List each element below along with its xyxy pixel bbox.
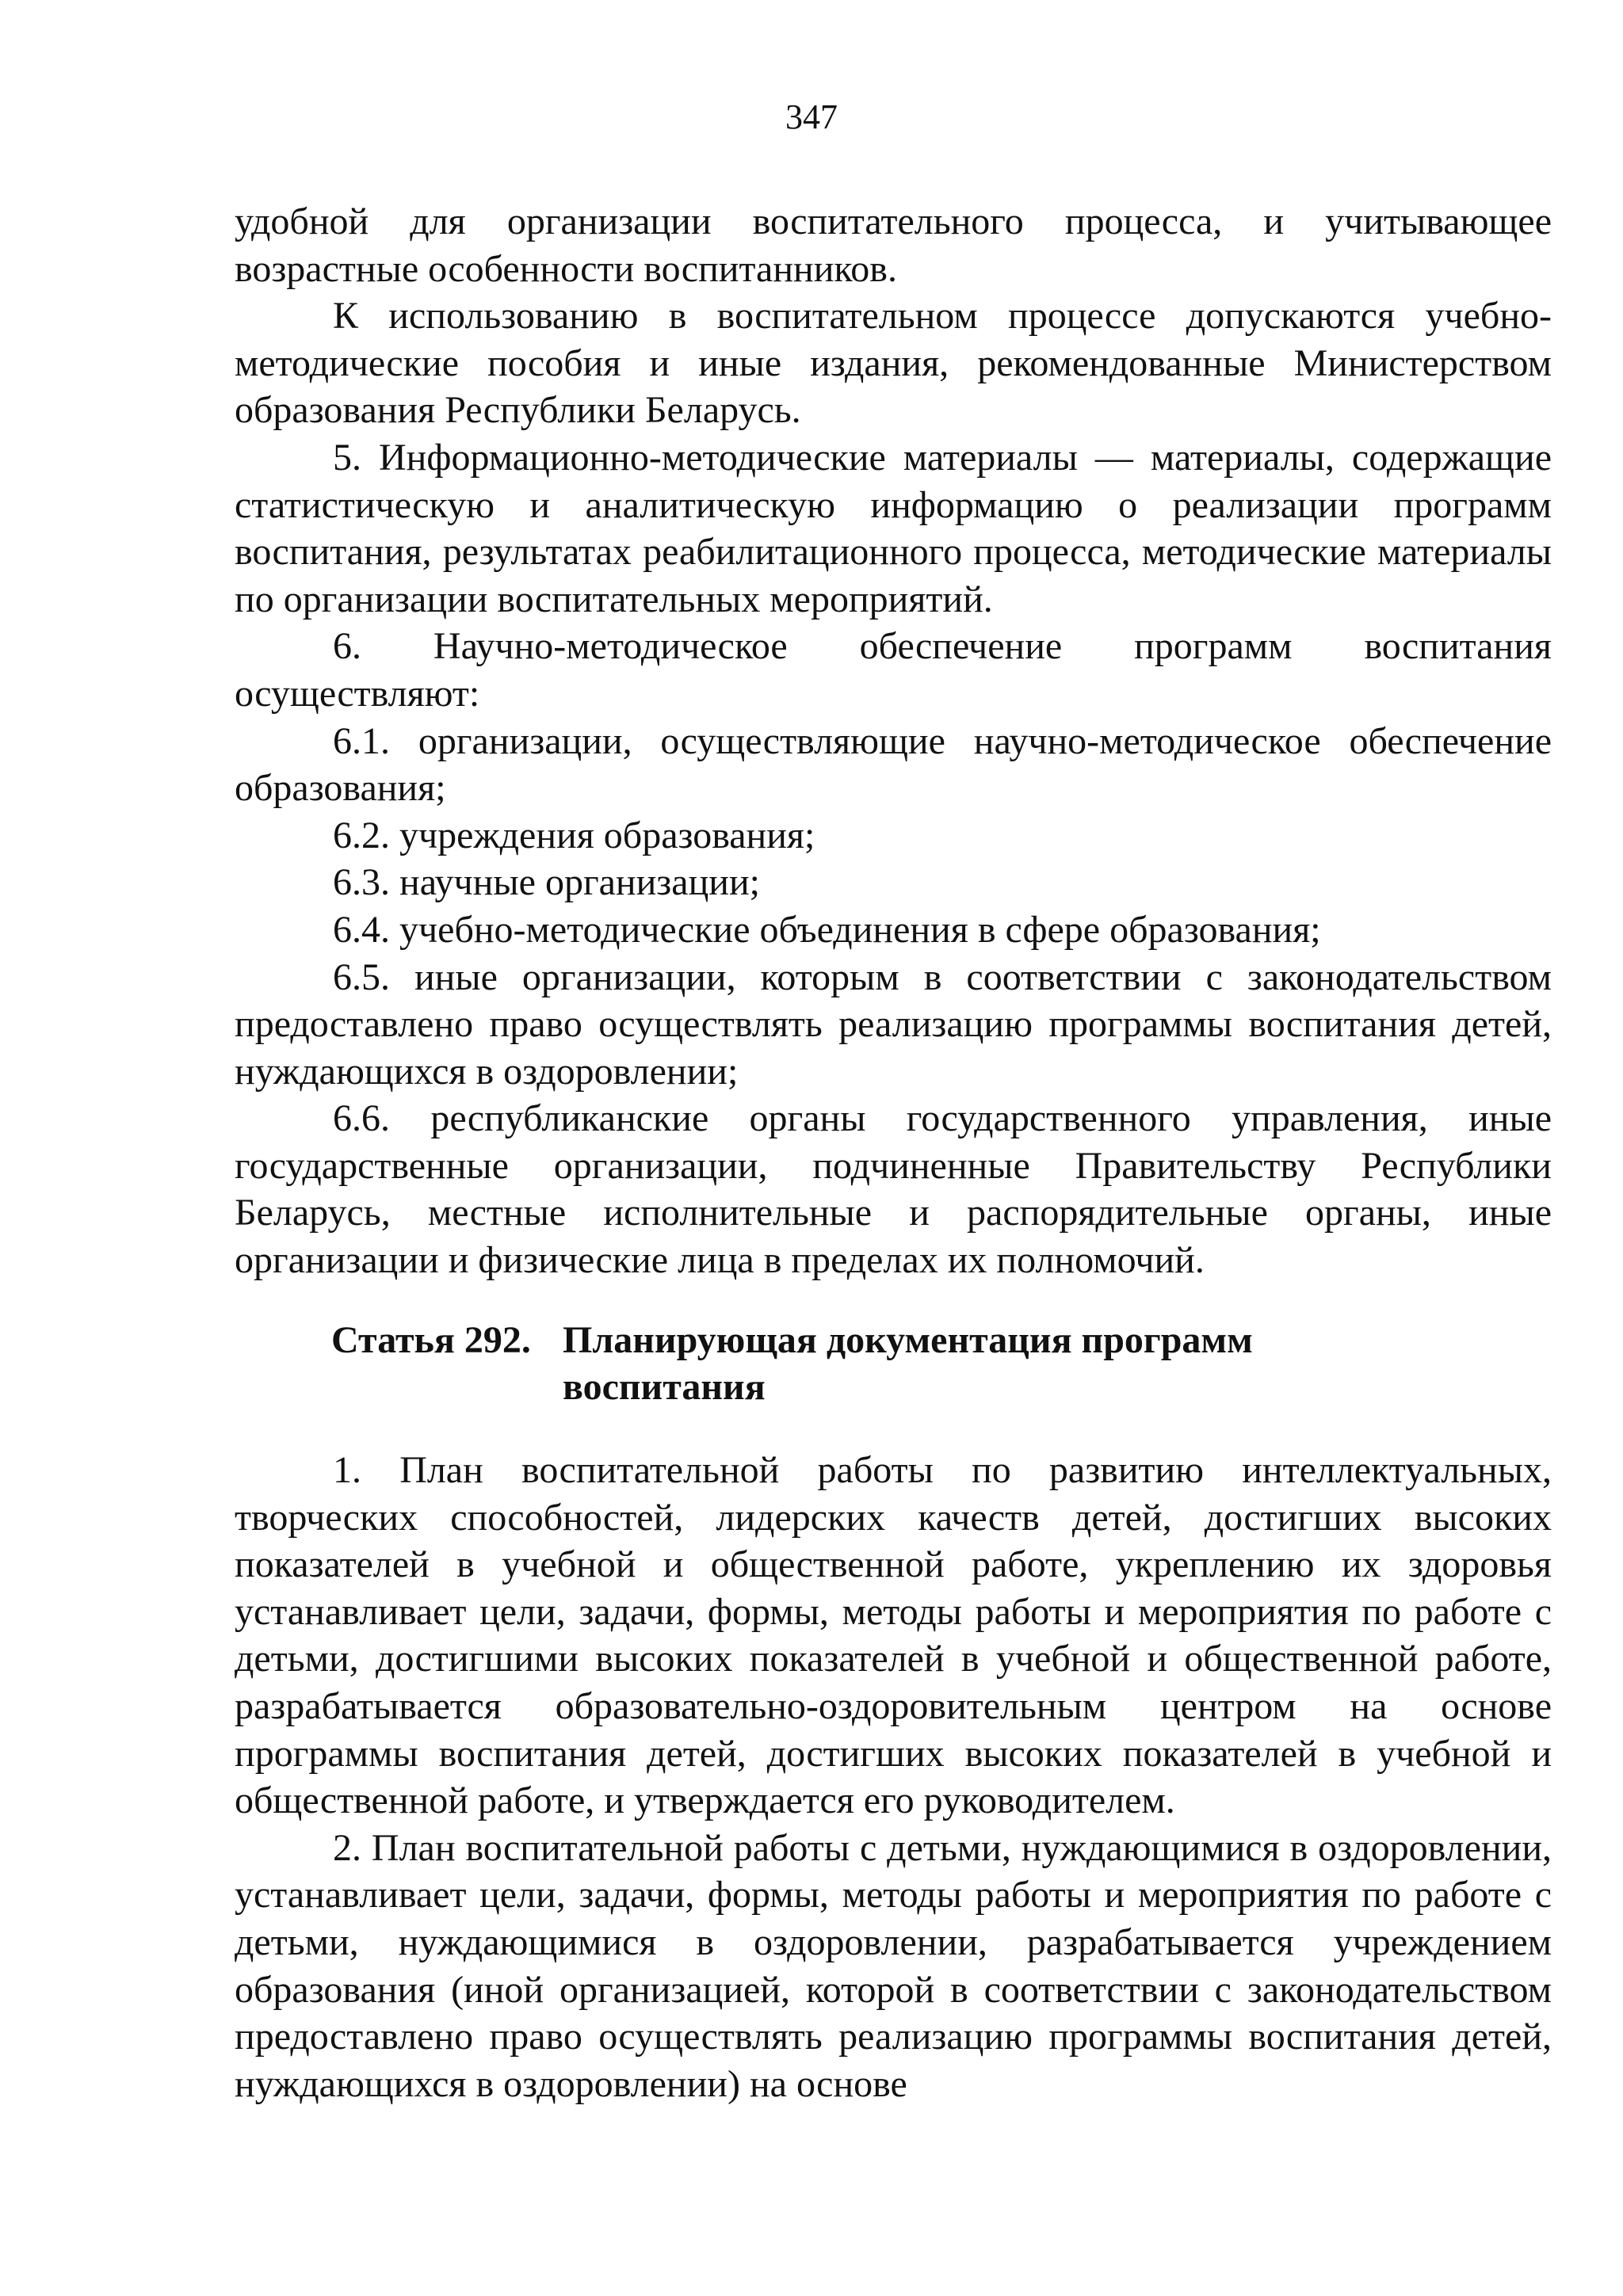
paragraph-item-6-4: 6.4. учебно-методические объединения в сфере образования; [333,908,1321,951]
paragraph-item-6-6: 6.6. республиканские органы государственного управления, иные государственные организации, подчиненные Правительству Республики Беларусь, местные исполнительные и распорядительные органы, иные организации и физические лица в пределах их полномочий. [235,1097,1552,1282]
paragraph-continuation: удобной для организации воспитательного процесса, и учитывающее возрастные особенности воспитанников. [235,200,1552,290]
paragraph-item-1: 1. План воспитательной работы по развитию интеллектуальных, творческих способностей, лидерских качеств детей, достигших высоких показателей в учебной и общественной работе, укреплению их здоровья устанавливает цели, задачи, формы, методы работы и мероприятия по работе с детьми, достигшими высоких показателей в учебной и общественной работе, разрабатывается образовательно-оздоровительным центром на основе программы воспитания детей, достигших высоких показателей в учебной и общественной работе, и утверждается его руководителем. [235,1449,1552,1822]
article-title-line-2: воспитания [563,1366,766,1408]
paragraph-item-6-3: 6.3. научные организации; [333,861,760,904]
body-text-top [235,198,1552,1284]
paragraph-item-6: 6. Научно-методическое обеспечение программ воспитания осуществляют: [235,625,1552,715]
article-title [563,1317,1253,1410]
body-text-bottom [235,1447,1552,2107]
paragraph-item-6-5: 6.5. иные организации, которым в соответствии с законодательством предоставлено право осуществлять реализацию программы воспитания детей, нуждающихся в оздоровлении; [235,955,1552,1093]
article-label: Статья 292. [331,1319,531,1361]
paragraph-item-2: 2. План воспитательной работы с детьми, нуждающимися в оздоровлении, устанавливает цели, задачи, формы, методы работы и мероприятия по работе с детьми, нуждающимися в оздоровлении, разрабатывается учреждением образования (иной организацией, которой в соответствии с законодательством предоставлено право осуществлять реализацию программы воспитания детей, нуждающихся в оздоровлении) на основе [235,1826,1552,2105]
paragraph-item-6-2: 6.2. учреждения образования; [333,814,815,856]
article-heading [331,1317,1552,1410]
paragraph-item-6-1: 6.1. организации, осуществляющие научно-методическое обеспечение образования; [235,719,1552,810]
page-number: 347 [785,97,838,136]
article-title-line-1: Планирующая документация программ [563,1319,1253,1361]
paragraph-item-5: 5. Информационно-методические материалы — материалы, содержащие статистическую и аналитическую информацию о реализации программ воспитания, результатах реабилитационного процесса, методические материалы по организации воспитательных мероприятий. [235,436,1552,620]
paragraph: К использованию в воспитательном процессе допускаются учебно-методические пособия и иные издания, рекомендованные Министерством образования Республики Беларусь. [235,295,1552,432]
